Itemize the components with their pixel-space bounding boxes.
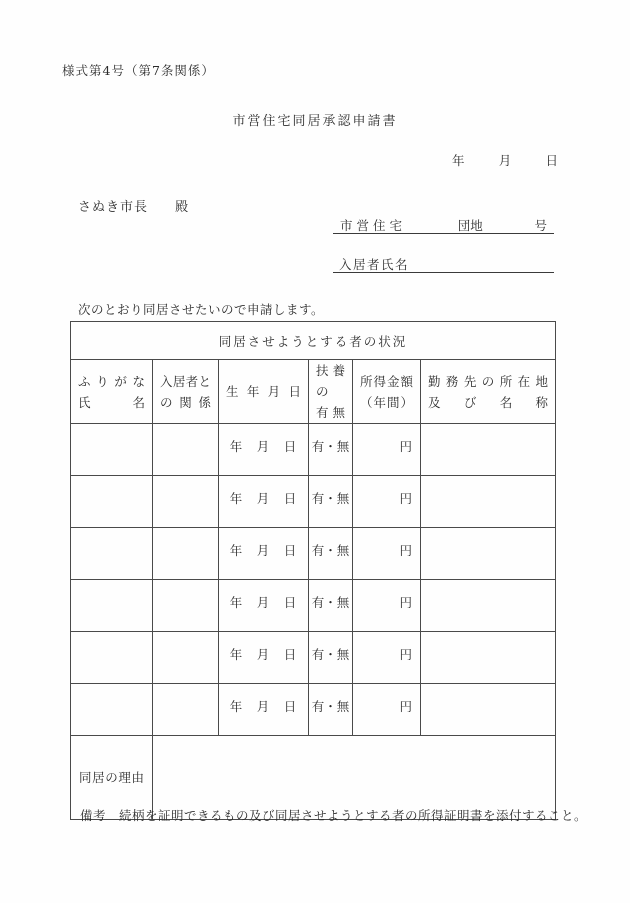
col-header-name-line: 氏名 xyxy=(78,394,145,410)
table-header-row xyxy=(71,360,556,424)
cell-income: 円 xyxy=(353,580,421,632)
reason-label: 同居の理由 xyxy=(79,770,144,785)
cell-relationship xyxy=(153,528,219,580)
cell-birthdate: 年 月 日 xyxy=(219,632,309,684)
cell-workplace xyxy=(421,580,556,632)
cell-income: 円 xyxy=(353,476,421,528)
page-title: 市営住宅同居承認申請書 xyxy=(232,114,398,129)
cell-workplace xyxy=(421,632,556,684)
cell-birthdate: 年 月 日 xyxy=(219,684,309,736)
cell-name xyxy=(71,424,153,476)
table-caption-row xyxy=(71,322,556,360)
cell-dependent: 有・無 xyxy=(309,632,353,684)
cell-name xyxy=(71,632,153,684)
col-header-dependent: 扶養の 有無 xyxy=(309,360,353,424)
cell-workplace xyxy=(421,684,556,736)
col-header-workplace: 勤務先の所在地 及び名称 xyxy=(421,360,556,424)
addressee-line xyxy=(78,196,189,215)
date-month-label: 月 xyxy=(498,153,512,168)
cell-dependent: 有・無 xyxy=(309,528,353,580)
table-row xyxy=(71,684,556,736)
cell-birthdate: 年 月 日 xyxy=(219,476,309,528)
date-day-label: 日 xyxy=(545,153,558,168)
application-statement: 次のとおり同居させたいので申請します。 xyxy=(78,302,325,317)
cell-name xyxy=(71,476,153,528)
cell-income: 円 xyxy=(353,424,421,476)
cell-workplace xyxy=(421,424,556,476)
unit-number-label: 号 xyxy=(534,218,547,233)
cell-birthdate: 年 月 日 xyxy=(219,580,309,632)
table-caption: 同居させようとする者の状況 xyxy=(71,322,556,360)
table-row xyxy=(71,424,556,476)
date-year-label: 年 xyxy=(452,153,465,168)
col-header-relationship: 入居者と の関係 xyxy=(153,360,219,424)
cell-birthdate: 年 月 日 xyxy=(219,528,309,580)
table-row xyxy=(71,580,556,632)
cell-name xyxy=(71,580,153,632)
cell-workplace xyxy=(421,476,556,528)
table-row xyxy=(71,632,556,684)
cell-dependent: 有・無 xyxy=(309,580,353,632)
tenant-name-field: 入居者氏名 xyxy=(333,255,554,273)
cell-income: 円 xyxy=(353,632,421,684)
cell-workplace xyxy=(421,528,556,580)
col-header-income: 所得金額 （年間） xyxy=(353,360,421,424)
housing-name-field xyxy=(333,216,554,234)
cell-relationship xyxy=(153,632,219,684)
cell-dependent: 有・無 xyxy=(309,476,353,528)
col-header-birthdate: 生年月日 xyxy=(219,360,309,424)
housing-label: 市営住宅 xyxy=(340,218,407,233)
table-row xyxy=(71,528,556,580)
col-header-furigana-line: ふりがな xyxy=(78,373,145,389)
date-line xyxy=(452,151,558,169)
cell-income: 円 xyxy=(353,684,421,736)
cell-relationship xyxy=(153,684,219,736)
cell-name xyxy=(71,684,153,736)
addressee-name: さぬき市長 xyxy=(78,200,149,215)
cell-relationship xyxy=(153,476,219,528)
cell-birthdate: 年 月 日 xyxy=(219,424,309,476)
form-number: 様式第4号（第7条関係） xyxy=(62,63,215,78)
addressee-honorific: 殿 xyxy=(175,200,190,215)
cohabitant-status-table xyxy=(70,321,556,820)
remarks-note: 備考 続柄を証明できるもの及び同居させようとする者の所得証明書を添付すること。 xyxy=(80,808,588,823)
table-row xyxy=(71,476,556,528)
cell-relationship xyxy=(153,424,219,476)
cell-relationship xyxy=(153,580,219,632)
cell-dependent: 有・無 xyxy=(309,684,353,736)
cell-name xyxy=(71,528,153,580)
cell-dependent: 有・無 xyxy=(309,424,353,476)
complex-label: 団地 xyxy=(457,218,483,233)
cell-income: 円 xyxy=(353,528,421,580)
col-header-name xyxy=(71,360,153,424)
